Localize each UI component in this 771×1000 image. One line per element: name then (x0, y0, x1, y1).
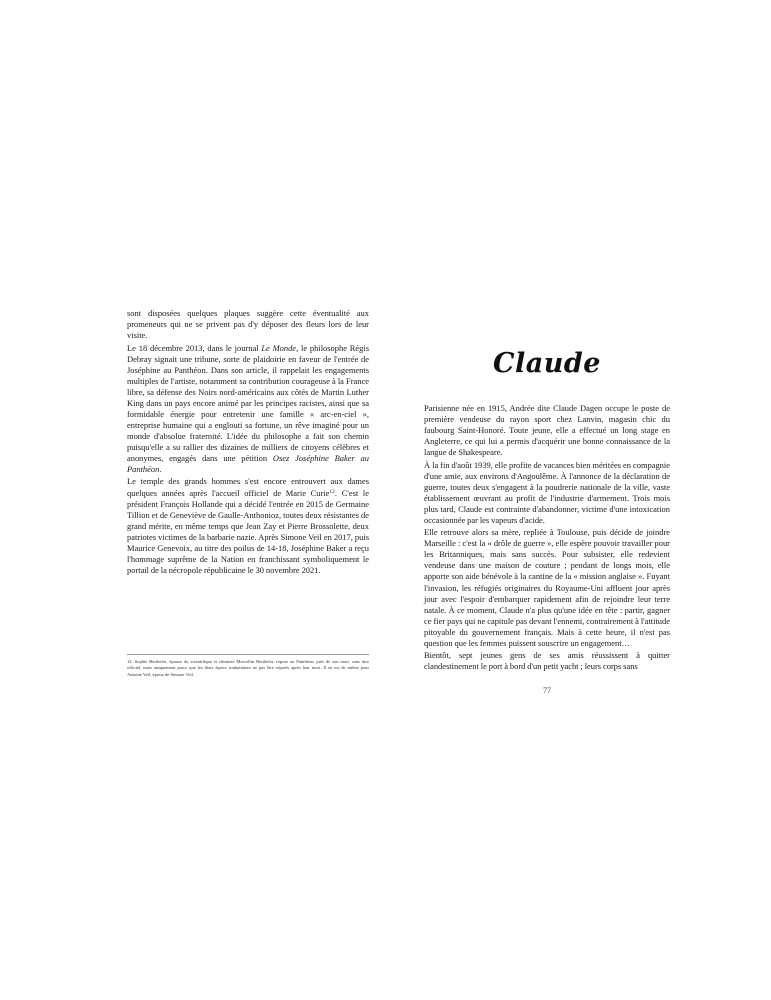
right-paragraph-1: Parisienne née en 1915, Andrée dite Claude Dagen occupe le poste de première vendeuse du rayon sport chez Lanvin, magasin chic du faubourg Saint-Honoré. Toute jeune, elle a effectué un long stage en Angleterre, ce qui lui a permis d'acquérir une bonne connaissance de la langue de Shakespeare. (424, 403, 670, 458)
right-paragraph-2: À la fin d'août 1939, elle profite de vacances bien méritées en compagnie d'une amie, aux environs d'Angoulême. À l'annonce de la déclaration de guerre, toutes deux s'engagent à la poudrerie nationale de la ville, vaste établissement œuvrant au profit de l'industrie d'armement. Trois mois plus tard, Claude est contrainte d'abandonner, victime d'une intoxication occasionnée par les vapeurs d'acide. (424, 459, 670, 525)
right-paragraph-4: Bientôt, sept jeunes gens de ses amis réussissent à quitter clandestinement le port à bord d'un petit yacht ; leurs corps sans (424, 650, 670, 672)
chapter-title: Claude (493, 348, 601, 379)
right-paragraph-3: Elle retrouve alors sa mère, repliée à Toulouse, puis décide de joindre Marseille : c'est la « drôle de guerre », elle espère pouvoir travailler pour les Britanniques, mais sans succès. Pour subsister, elle redevient vendeuse dans une maison de couture ; pendant de longs mois, elle apporte son aide bénévole à la cantine de la « mission anglaise ». Fuyant l'invasion, les réfugiés originaires du Royaume-Uni affluent jour après jour avec l'espoir d'embarquer rapidement afin de rejoindre leur terre natale. À ce moment, Claude n'a plus qu'une idée en tête : partir, gagner ce fier pays qui ne capitule pas devant l'ennemi, contrairement à l'attitude pitoyable du gouvernement français. Mais à cette heure, il n'est pas question que les femmes puissent souscrire un engagement… (424, 527, 670, 648)
page-number: 77 (543, 686, 551, 695)
left-page-body (127, 308, 369, 576)
left-paragraph-2: Le 18 décembre 2013, dans le journal Le Monde, le philosophe Régis Debray signait une tribune, sorte de plaidoirie en faveur de l'entrée de Joséphine au Panthéon. Dans son article, il rappelait les engagements multiples de l'artiste, notamment sa contribution courageuse à la France libre, sa défense des Noirs nord-américains aux côtés de Martin Luther King dans un pays encore animé par les principes racistes, ainsi que sa formidable énergie pour entretenir une famille « arc-en-ciel », entreprise humaine qui a englouti sa fortune, un rêve imaginé pour un monde d'absolue fraternité. L'idée du philosophe a fait son chemin puisqu'elle a su rallier des dizaines de milliers de citoyens célèbres et anonymes, engagés dans une pétition Osez Joséphine Baker au Panthéon. (127, 342, 369, 475)
left-paragraph-1: sont disposées quelques plaques suggère cette éventualité aux promeneurs qui ne se privent pas d'y déposer des fleurs lors de leur visite. (127, 308, 369, 341)
right-page-body (424, 403, 670, 672)
left-paragraph-3: Le temple des grands hommes s'est encore entrouvert aux dames quelques années après l'accueil officiel de Marie Curie$^{12}$. C'est le président François Hollande qui a décidé l'entrée en 2015 de Germaine Tillion et de Geneviève de Gaulle-Anthonioz, toutes deux résistantes de grand mérite, en même temps que Jean Zay et Pierre Brossolette, deux patriotes victimes de la barbarie nazie. Après Simone Veil en 2017, puis Maurice Genevoix, au titre des poilus de 14-18, Joséphine Baker a reçu l'hommage suprême de la Nation en franchissant symboliquement le portail de la nécropole républicaine le 30 novembre 2021. (127, 476, 369, 575)
footnote: 12. Sophie Berthelot, épouse du scientifique et chimiste Marcellin Berthelot, repose au Panthéon, près de son mari, sans titre officiel, mais uniquement parce que les deux époux souhaitaient ne pas être séparés après leur mort. Il en est de même pour Antoine Veil, époux de Simone Veil. (127, 654, 369, 678)
